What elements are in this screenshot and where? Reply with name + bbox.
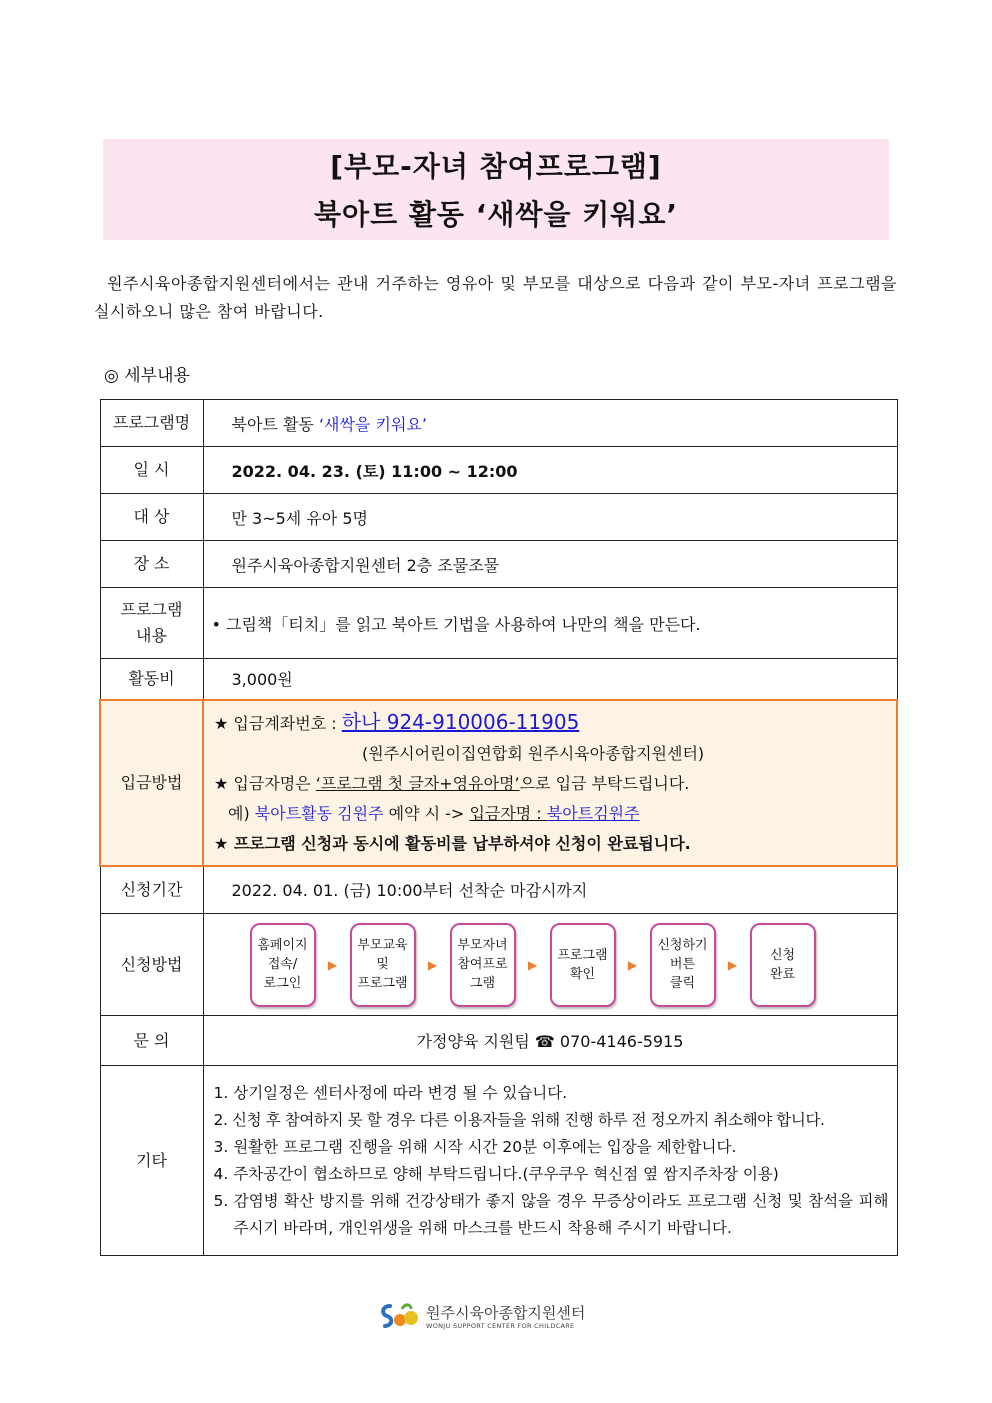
value-datetime: 2022. 04. 23. (토) 11:00 ~ 12:00: [203, 447, 897, 494]
step-6-line1: 신청: [769, 947, 796, 963]
depositor-rule-line: [214, 769, 896, 799]
step-5-line1: 신청하기: [657, 938, 708, 953]
account-number: 하나 924-910006-11905: [341, 709, 580, 734]
step-6-line2: 완료: [769, 966, 796, 982]
row-content: [100, 588, 897, 659]
row-contact: [100, 1016, 897, 1066]
step-5-line2: 버튼: [669, 957, 696, 972]
name-suffix: 으로 입금 부탁드립니다.: [519, 773, 690, 793]
details-table: [99, 399, 898, 1256]
value-program: [203, 400, 897, 447]
label-fee: 활동비: [100, 659, 203, 700]
value-content: • 그림책「티치」를 읽고 북아트 기법을 사용하여 나만의 책을 만든다.: [203, 588, 897, 659]
name-rule: ‘프로그램 첫 글자+영유아명’: [315, 773, 520, 793]
row-payment: [100, 700, 897, 866]
footer-name-en: WONJU SUPPORT CENTER FOR CHILDCARE: [426, 1321, 575, 1330]
step-5-line3: 클릭: [669, 976, 696, 991]
account-holder: (원주시어린이집연합회 원주시육아종합지원센터): [362, 743, 705, 763]
program-name: 북아트 활동: [231, 414, 319, 434]
step-1-line3: 로그인: [263, 976, 302, 991]
label-place: 장 소: [100, 541, 203, 588]
notes-list: [204, 1068, 897, 1254]
step-4-line2: 확인: [569, 966, 596, 982]
label-contact: 문 의: [100, 1016, 203, 1066]
step-4-line1: 프로그램: [557, 947, 608, 963]
footer-name: 원주시육아종합지원센터: [426, 1303, 586, 1322]
label-target: 대 상: [100, 494, 203, 541]
example-prefix: 예): [228, 803, 255, 823]
label-payment: 입금방법: [100, 700, 203, 866]
step-2-line3: 프로그램: [357, 976, 408, 991]
account-line: [214, 707, 896, 739]
label-program: 프로그램명: [100, 400, 203, 447]
step-6: [750, 923, 816, 1007]
label-content-line1: 프로그램: [120, 600, 183, 619]
example-depositor: 북아트김원주: [546, 803, 640, 823]
title-banner: [103, 139, 889, 240]
step-1-line2: 접속/: [267, 957, 298, 972]
value-place: 원주시육아종합지원센터 2층 조물조물: [203, 541, 897, 588]
label-content-line2: 내용: [136, 626, 167, 645]
row-fee: [100, 659, 897, 700]
step-3-line3: 그램: [469, 976, 496, 991]
arrow-icon: ▶: [627, 957, 638, 972]
note-item: 1. 상기일정은 센터사정에 따라 변경 될 수 있습니다.: [213, 1083, 568, 1102]
intro-body: 원주시육아종합지원센터에서는 관내 거주하는 영유아 및 부모를 대상으로 다음과 같이 부모-자녀 프로그램을 실시하오니 많은 참여 바랍니다.: [94, 274, 898, 321]
label-datetime: 일 시: [100, 447, 203, 494]
step-1-line1: 홈페이지: [257, 938, 308, 953]
row-period: [100, 866, 897, 914]
label-method: 신청방법: [100, 914, 203, 1016]
example-line: [214, 799, 896, 829]
step-2-line2: 및: [376, 957, 389, 972]
name-prefix: ★ 입금자명은: [214, 773, 316, 793]
row-program: [100, 400, 897, 447]
step-2-line1: 부모교육: [357, 938, 408, 953]
value-etc: [203, 1066, 897, 1256]
label-etc: 기타: [100, 1066, 203, 1256]
label-content: [100, 588, 203, 659]
row-etc: [100, 1066, 897, 1256]
value-target: 만 3~5세 유아 5명: [203, 494, 897, 541]
value-fee: 3,000원: [203, 659, 897, 700]
row-place: [100, 541, 897, 588]
note-item: 5. 감염병 확산 방지를 위해 건강상태가 좋지 않을 경우 무증상이라도 프로그램 신청 및 참석을 피해주시기 바라며, 개인위생을 위해 마스크를 반드시 착용해 주시기 바랍니다.: [213, 1191, 889, 1237]
row-method: [100, 914, 897, 1016]
value-period: 2022. 04. 01. (금) 10:00부터 선착순 마감시까지: [203, 866, 897, 914]
row-target: [100, 494, 897, 541]
section-title: ◎ 세부내용: [104, 366, 190, 386]
program-subtitle: ‘새싹을 키워요’: [318, 414, 427, 434]
example-depositor-label: 입금자명 :: [469, 803, 547, 823]
value-contact: 가정양육 지원팀 ☎ 070-4146-5915: [203, 1016, 897, 1066]
step-4: [550, 923, 616, 1007]
application-flow: [204, 915, 897, 1015]
payment-notice: ★ 프로그램 신청과 동시에 활동비를 납부하셔야 신청이 완료됩니다.: [214, 833, 691, 853]
example-mid: 예약 시 ->: [383, 803, 470, 823]
row-datetime: [100, 447, 897, 494]
example-reserve: 북아트활동 김원주: [254, 803, 384, 823]
note-item: 3. 원활한 프로그램 진행을 위해 시작 시간 20분 이후에는 입장을 제한합니다.: [213, 1137, 737, 1156]
step-5: [650, 923, 716, 1007]
title-line-1: [부모-자녀 참여프로그램]: [330, 150, 662, 183]
value-payment: [203, 700, 897, 866]
value-method: [203, 914, 897, 1016]
arrow-icon: ▶: [527, 957, 538, 972]
step-3-line2: 참여프로: [457, 957, 508, 972]
arrow-icon: ▶: [327, 957, 338, 972]
center-logo-icon: [378, 1300, 422, 1334]
arrow-icon: ▶: [427, 957, 438, 972]
step-1: [250, 923, 316, 1007]
title-line-2: 북아트 활동 ‘새싹을 키워요’: [313, 198, 679, 231]
step-3-line1: 부모자녀: [457, 938, 508, 953]
step-3: [450, 923, 516, 1007]
step-2: [350, 923, 416, 1007]
note-item: 2. 신청 후 참여하지 못 할 경우 다른 이용자들을 위해 진행 하루 전 정오까지 취소해야 합니다.: [213, 1110, 825, 1129]
arrow-icon: ▶: [727, 957, 738, 972]
intro-text: [94, 270, 897, 326]
account-prefix: ★ 입금계좌번호 :: [214, 713, 342, 733]
label-period: 신청기간: [100, 866, 203, 914]
footer: [378, 1300, 585, 1334]
note-item: 4. 주차공간이 협소하므로 양해 부탁드립니다.(쿠우쿠우 혁신점 옆 쌈지주차장 이용): [213, 1164, 779, 1183]
